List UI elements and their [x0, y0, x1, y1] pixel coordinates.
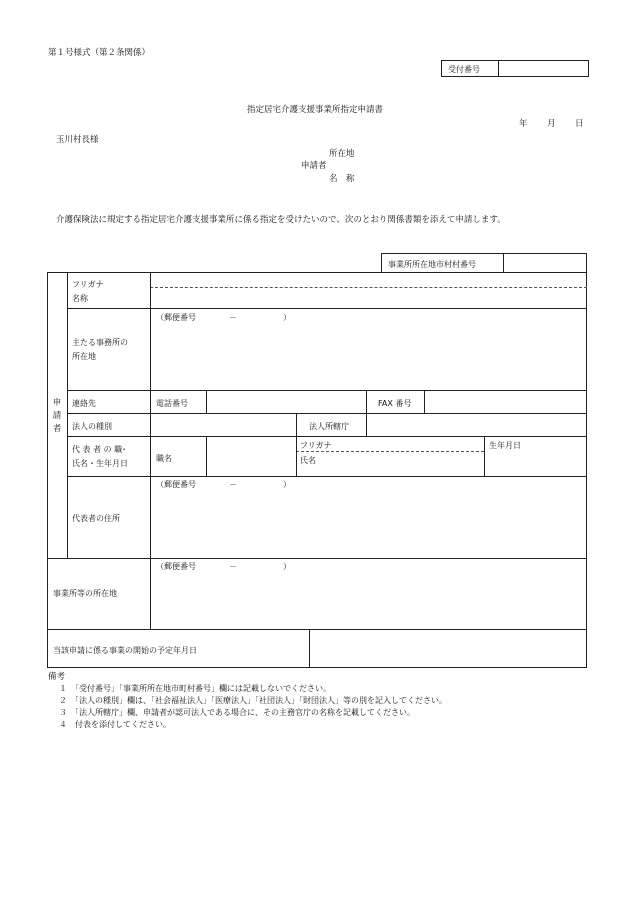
note-item: ２ 「法人の種別」欄は、「社会福祉法人」「医療法人」「社団法人」「財団法人」等の別を記入してください。 — [59, 696, 447, 705]
main-office-label-line2: 所在地 — [72, 352, 96, 361]
fax-divider-left — [366, 390, 367, 413]
note-item: １ 「受付番号」「事業所所在地市町村番号」欄には記載しないでください。 — [59, 684, 331, 693]
main-office-address-field[interactable] — [152, 326, 584, 386]
rep-name-label: 氏名 — [300, 456, 316, 465]
label-column-divider — [150, 558, 151, 629]
main-office-label-line1: 主たる事務所の — [72, 338, 128, 347]
birth-label: 生年月日 — [489, 441, 521, 450]
office-location-label: 事業所等の所在地 — [53, 589, 117, 598]
start-date-label: 当該申請に係る事業の開始の予定年月日 — [53, 646, 197, 655]
position-divider — [206, 436, 207, 476]
corp-type-field[interactable] — [152, 416, 294, 433]
corp-authority-divider — [366, 413, 367, 436]
position-field[interactable] — [208, 439, 294, 473]
reception-number-label: 受付番号 — [448, 65, 480, 74]
row-divider — [67, 390, 587, 391]
furigana-divider — [150, 287, 587, 288]
date-day-label: 日 — [575, 119, 584, 129]
main-office-postal-dash: － — [229, 313, 237, 322]
row-divider — [47, 558, 587, 559]
form-number: 第１号様式（第２条関係） — [48, 48, 151, 58]
office-location-field[interactable] — [152, 574, 584, 626]
contact-label: 連絡先 — [72, 399, 96, 408]
row-divider — [67, 413, 587, 414]
applicant-column-divider — [67, 272, 68, 558]
row-divider — [67, 476, 587, 477]
rep-postal-suffix: ） — [283, 480, 291, 489]
fax-field[interactable] — [426, 393, 584, 410]
municipality-code-label: 事業所所在地市村村番号 — [388, 260, 476, 269]
office-postal-prefix: （郵便番号 — [156, 562, 196, 571]
corp-type-divider — [296, 413, 297, 436]
name-label: 名称 — [72, 294, 88, 303]
rep-address-label: 代表者の住所 — [72, 514, 120, 523]
row-divider — [67, 308, 587, 309]
applicant-name-label: 名 称 — [329, 174, 355, 184]
start-date-divider — [309, 629, 310, 668]
corp-type-label: 法人の種別 — [72, 422, 112, 431]
rep-label-line2: 氏名・生年月日 — [72, 459, 128, 468]
rep-address-field[interactable] — [152, 492, 584, 554]
rep-postal-prefix: （郵便番号 — [156, 480, 196, 489]
main-office-postal-suffix: ） — [283, 313, 291, 322]
rep-furigana-label: フリガナ — [300, 441, 332, 450]
office-postal-dash: － — [229, 562, 237, 571]
office-postal-suffix: ） — [283, 562, 291, 571]
phone-label: 電話番号 — [156, 399, 188, 408]
rep-furigana-divider — [296, 451, 484, 452]
municipality-code-field[interactable] — [508, 259, 584, 271]
date-month-label: 月 — [547, 119, 556, 129]
row-divider — [47, 629, 587, 630]
rep-label-line1: 代 表 者 の 職･ — [72, 445, 127, 454]
notes-heading: 備考 — [48, 672, 66, 682]
municipality-code-divider — [503, 253, 504, 273]
phone-divider — [206, 390, 207, 413]
rep-name-divider — [296, 436, 297, 476]
birth-field[interactable] — [486, 452, 584, 473]
fax-label: FAX 番号 — [378, 399, 412, 408]
birth-divider — [484, 436, 485, 476]
application-statement: 介護保険法に規定する指定居宅介護支援事業所に係る指定を受けたいので、次のとおり関係書類を添えて申請します。 — [56, 215, 506, 225]
page-title: 指定居宅介護支援事業所指定申請書 — [246, 105, 383, 115]
corp-authority-field[interactable] — [368, 416, 584, 433]
note-item: ４ 付表を添付してください。 — [59, 720, 171, 729]
note-item: ３ 「法人所轄庁」欄、申請者が認可法人である場合に、その主務官庁の名称を記載してください。 — [59, 708, 415, 717]
date-year-label: 年 — [519, 119, 528, 129]
applicant-address-label: 所在地 — [329, 149, 355, 159]
rep-postal-dash: － — [229, 480, 237, 489]
corp-authority-label: 法人所轄庁 — [309, 422, 349, 431]
furigana-field[interactable] — [152, 275, 584, 286]
phone-field[interactable] — [208, 393, 364, 410]
applicant-vertical-label: 申 請 者 — [52, 398, 62, 434]
start-date-field[interactable] — [311, 632, 584, 665]
reception-divider — [498, 60, 499, 77]
furigana-label: フリガナ — [72, 280, 104, 289]
position-label: 職名 — [156, 454, 172, 463]
name-field[interactable] — [152, 291, 584, 306]
applicant-label: 申請者 — [301, 161, 327, 171]
addressee: 玉川村長様 — [56, 135, 99, 145]
fax-divider-right — [424, 390, 425, 413]
row-divider — [67, 436, 587, 437]
notes-list — [59, 683, 447, 731]
main-office-postal-prefix: （郵便番号 — [156, 313, 196, 322]
label-column-divider — [150, 272, 151, 558]
